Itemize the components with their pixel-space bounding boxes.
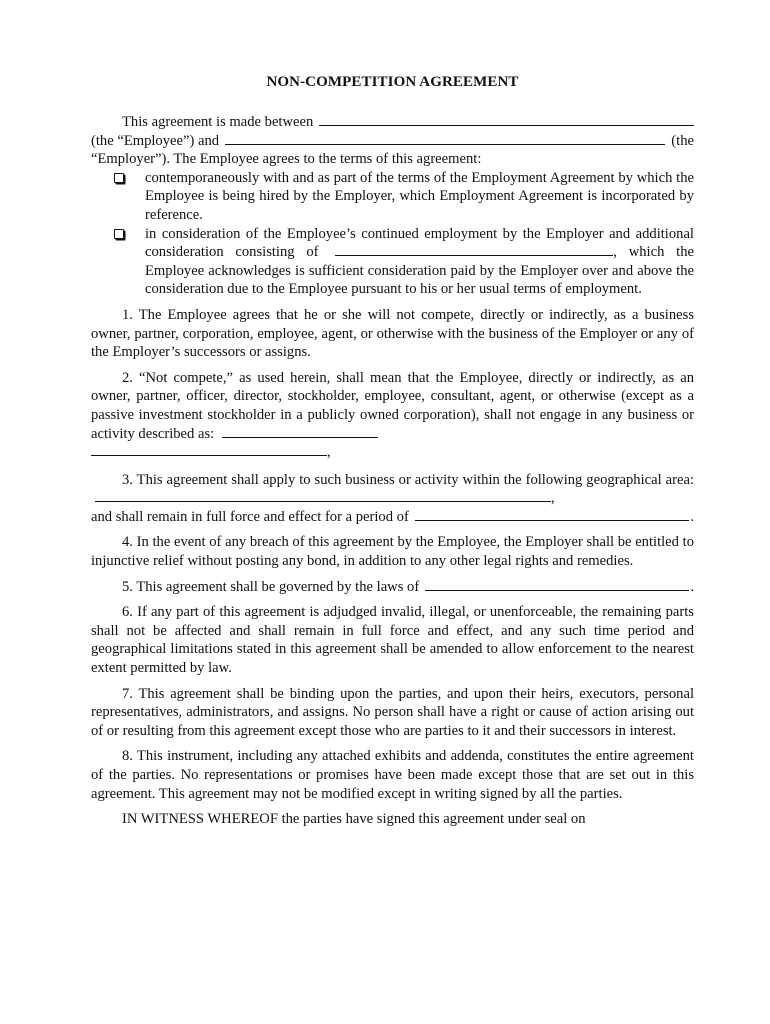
additional-consideration-blank[interactable] [335, 243, 613, 256]
checkbox-icon[interactable] [114, 173, 124, 183]
option-continued-employment [91, 225, 694, 299]
clause-8: 8. This instrument, including any attached exhibits and addenda, constitutes the entire agreement of the parties. No representations or promises have been made except those that are set out in this agreement. This agreement may not be modified except in writing signed by all the parties. [91, 748, 694, 802]
business-activity-blank-2[interactable] [91, 443, 327, 456]
consideration-options [91, 169, 694, 299]
business-activity-blank-1[interactable] [222, 425, 378, 438]
page-title: NON-COMPETITION AGREEMENT [266, 74, 519, 90]
clause-2 [91, 369, 694, 443]
clause-3-line-3 [91, 508, 694, 527]
checkbox-icon[interactable] [114, 229, 124, 239]
clause-5 [91, 578, 694, 597]
comma: , [327, 444, 331, 461]
period: . [690, 508, 694, 525]
option-contemporaneous [91, 169, 694, 225]
clause-3 [91, 471, 694, 508]
document-page [91, 72, 694, 836]
period-blank[interactable] [415, 508, 690, 521]
comma: , [551, 490, 555, 507]
clause-6: 6. If any part of this agreement is adjudged invalid, illegal, or unenforceable, the remaining parts shall not be affected and shall remain in full force and effect, and any such time period and geographical limitations stated in this agreement shall be amended to allow enforcement to the nearest extent permitted by law. [91, 604, 694, 677]
clause-7: 7. This agreement shall be binding upon the parties, and upon their heirs, executors, personal representatives, administrators, and assigns. No person shall have a right or cause of action arising out of or resulting from this agreement except those who are parties to it and their successors in interest. [91, 685, 694, 739]
witness-clause: IN WITNESS WHEREOF the parties have signed this agreement under seal on [122, 811, 586, 828]
employer-name-blank[interactable] [225, 132, 665, 145]
clause-2-text: 2. “Not compete,” as used herein, shall mean that the Employee, directly or indirectly, as an owner, partner, officer, director, stockholder, employee, consultant, agent, or otherwise (except as a passive investment stockholder in a publicly owned corporation), shall not engage in any business or activity described as: [91, 369, 694, 442]
option-text-before: in consideration of the Employee’s continued employment by the Employer and additional consideration consisting of [145, 225, 694, 261]
clause-3-text: 3. This agreement shall apply to such business or activity within the following geographical area: [122, 471, 694, 488]
option-text-after: , which the Employee acknowledges is sufficient consideration paid by the Employer over and above the consideration due to the Employee pursuant to his or her usual terms of employment. [145, 244, 694, 298]
employee-label: (the “Employee”) and [91, 132, 220, 149]
clause-3-period-text: and shall remain in full force and effect for a period of [91, 508, 409, 525]
employer-label-open: (the [671, 132, 694, 149]
intro-line-3: “Employer”). The Employee agrees to the terms of this agreement: [91, 151, 482, 168]
clause-4: 4. In the event of any breach of this agreement by the Employee, the Employer shall be entitled to injunctive relief without posting any bond, in addition to any other legal rights and remedies. [91, 534, 694, 570]
option-text: contemporaneously with and as part of the terms of the Employment Agreement by which the Employee is being hired by the Employer, which Employment Agreement is incorporated by reference. [145, 169, 694, 223]
clause-5-text: 5. This agreement shall be governed by the laws of [122, 578, 420, 595]
clause-2-line-2 [91, 443, 694, 462]
intro-text: This agreement is made between [122, 114, 314, 130]
governing-law-blank[interactable] [425, 578, 689, 591]
clause-1: 1. The Employee agrees that he or she will not compete, directly or indirectly, as a business owner, partner, corporation, employee, agent, or otherwise with the business of the Employer or any of the Employer’s successors or assigns. [91, 306, 694, 361]
period: . [690, 578, 694, 595]
employee-name-blank[interactable] [319, 113, 694, 126]
geographical-area-blank[interactable] [95, 489, 551, 502]
intro-line-2 [91, 132, 694, 151]
intro-line-1 [91, 113, 694, 132]
